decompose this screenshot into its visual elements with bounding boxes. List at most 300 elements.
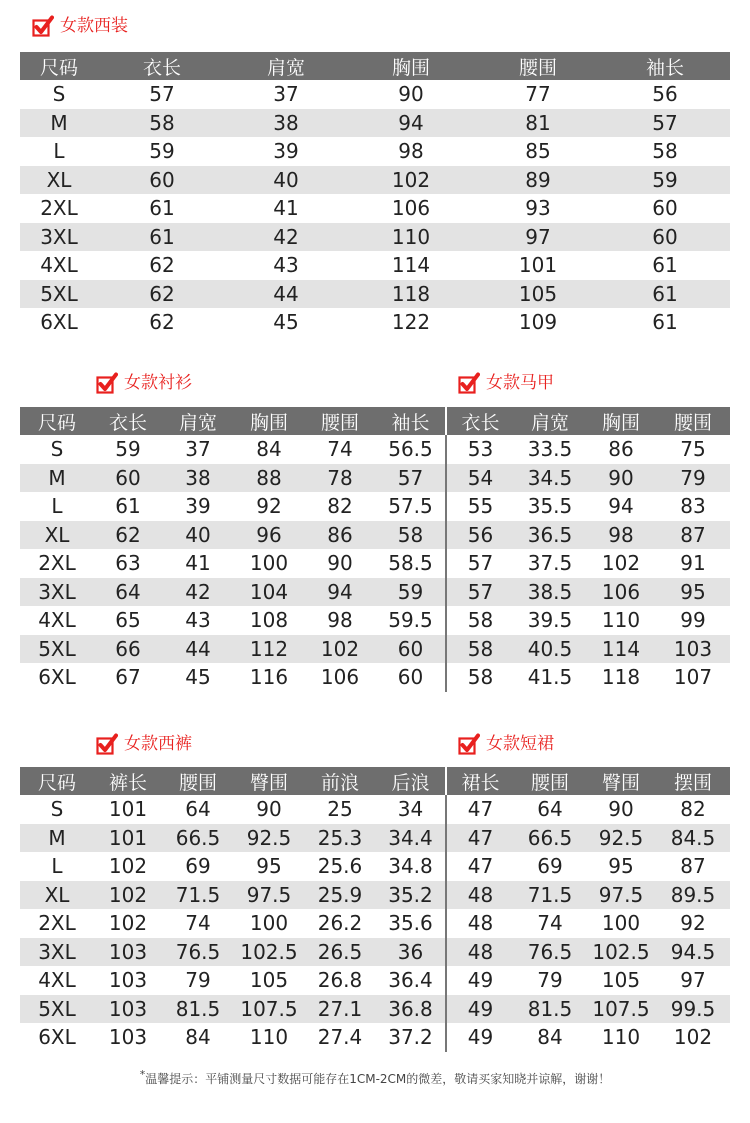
table-cell: 81 [476,109,600,138]
measurement-note [0,1068,750,1087]
table-cell: 2XL [40,196,78,221]
table-cell: 45 [185,665,211,690]
table-cell: 95 [656,578,730,607]
column-header: 腰围 [514,767,586,795]
table-cell: 103 [94,938,162,967]
table-cell: 25.6 [317,854,363,879]
table-cell: 57 [446,549,514,578]
column-header: 尺码 [20,407,94,435]
table-cell: 102 [108,854,148,879]
table-cell: 26.8 [317,968,363,993]
table-cell: 59.5 [388,608,433,633]
table-cell: 58 [446,635,514,664]
table-cell: 94 [346,109,476,138]
table-cell: 86 [304,521,376,550]
table-cell: 65 [115,608,141,633]
table-cell: 84 [185,1025,211,1050]
table-cell: 3XL [20,578,94,607]
table-cell: 57 [149,82,175,107]
table-cell: 39 [185,494,211,519]
table-row [20,80,730,109]
table-cell: 41.5 [527,665,573,690]
table-cell: 62 [149,310,175,335]
section-title-skirt [458,731,554,757]
table-cell: 90 [398,82,424,107]
table-cell: 86 [608,437,634,462]
table-cell: 34 [397,797,424,822]
column-header: 摆围 [656,767,730,795]
table-cell: 110 [346,223,476,252]
table-cell: 3XL [20,938,94,967]
table-cell: 76.5 [514,938,586,967]
table-row [20,549,730,578]
table-cell: 37 [273,82,299,107]
section-title-vest [458,370,554,396]
table-cell: 69 [185,854,211,879]
table-cell: 79 [656,464,730,493]
table-cell: 100 [249,911,289,936]
table-row [20,824,730,853]
table-cell: 63 [115,551,141,576]
table-cell: 34.5 [514,464,586,493]
table-cell: M [20,824,94,853]
table-cell: 93 [525,196,551,221]
table-cell: 2XL [38,911,76,936]
table-cell: 33.5 [527,437,573,462]
table-cell: 37.2 [388,1025,433,1050]
table-cell: 79 [185,968,211,993]
section-title-shirt [96,370,192,396]
table-cell: 84 [256,437,282,462]
column-header: 尺码 [20,767,94,795]
table-cell: 48 [446,909,514,938]
table-cell: 105 [601,968,641,993]
table-cell: 81.5 [514,995,586,1024]
table-cell: 35.5 [527,494,573,519]
table-cell: 102 [304,635,376,664]
table-cell: 49 [446,966,514,995]
table-cell: 85 [525,139,551,164]
table-header-row [20,767,730,795]
checkbox-checked-icon [96,733,118,755]
table-cell: 89.5 [656,881,730,910]
table-cell: 95 [608,854,634,879]
table-cell: 44 [226,280,346,309]
column-header: 衣长 [94,407,162,435]
table-cell: 101 [108,797,148,822]
table-row [20,435,730,464]
table-cell: 62 [149,253,175,278]
table-cell: 110 [601,608,641,633]
table-cell: 40 [226,166,346,195]
table-cell: 6XL [38,1025,76,1050]
table-cell: 92 [256,494,282,519]
table-cell: 38.5 [514,578,586,607]
section-title-suit [32,13,128,39]
column-header: 肩宽 [162,407,234,435]
table-cell: 49 [446,995,514,1024]
table-cell: 40.5 [514,635,586,664]
table-cell: 107.5 [234,995,304,1024]
checkbox-checked-icon [96,372,118,394]
table-cell: 60 [652,196,678,221]
table-cell: 92 [680,911,706,936]
note-asterisk: * [139,1068,146,1081]
table-cell: 44 [162,635,234,664]
table-cell: 42 [162,578,234,607]
table-cell: L [53,139,65,164]
table-cell: 40 [162,521,234,550]
table-cell: 122 [391,310,431,335]
table-cell: 102 [94,881,162,910]
table-cell: 107.5 [586,995,656,1024]
table-cell: 79 [537,968,563,993]
column-header: 胸围 [346,52,476,80]
table-cell: 105 [476,280,600,309]
table-cell: 45 [273,310,299,335]
table-cell: 36.4 [388,968,433,993]
table-cell: 48 [446,881,514,910]
column-header: 肩宽 [514,407,586,435]
table-cell: 84.5 [656,824,730,853]
table-cell: 71.5 [514,881,586,910]
table-cell: 58 [652,139,678,164]
table-cell: 101 [518,253,558,278]
table-cell: 78 [304,464,376,493]
table-cell: 56 [652,82,678,107]
table-cell: 118 [601,665,641,690]
table-cell: 116 [249,665,289,690]
table-cell: 26.2 [317,911,363,936]
column-header: 腰围 [656,407,730,435]
table-cell: 100 [249,551,289,576]
table-row [20,492,730,521]
table-cell: 102.5 [586,938,656,967]
table-cell: 38 [162,464,234,493]
table-cell: 37.5 [527,551,573,576]
table-row [20,881,730,910]
table-cell: 64 [94,578,162,607]
table-row [20,663,730,692]
table-cell: 99.5 [656,995,730,1024]
column-header: 胸围 [234,407,304,435]
table-cell: S [50,437,64,462]
table-cell: 48 [446,938,514,967]
shirt-vest-size-table [20,407,730,692]
table-cell: 110 [249,1025,289,1050]
column-header: 袖长 [376,407,446,435]
section-title-label: 女款衬衫 [124,373,192,393]
table-row [20,852,730,881]
table-cell: 88 [234,464,304,493]
checkbox-checked-icon [458,733,480,755]
table-cell: 100 [601,911,641,936]
column-header: 后浪 [376,767,446,795]
table-cell: 42 [226,223,346,252]
table-cell: 41 [273,196,299,221]
table-cell: 27.4 [317,1025,363,1050]
table-cell: 39.5 [527,608,573,633]
table-cell: 60 [376,635,446,664]
table-cell: 89 [476,166,600,195]
checkbox-checked-icon [458,372,480,394]
table-cell: 59 [376,578,446,607]
column-header: 肩宽 [226,52,346,80]
table-row [20,795,730,824]
table-row [20,909,730,938]
table-header-row [20,407,730,435]
table-cell: 105 [249,968,289,993]
table-cell: 92.5 [586,824,656,853]
table-cell: 56.5 [388,437,433,462]
table-cell: 60 [94,464,162,493]
table-cell: 4XL [38,608,76,633]
table-cell: 95 [256,854,282,879]
table-cell: 90 [608,797,634,822]
table-cell: 103 [656,635,730,664]
table-row [20,109,730,138]
checkbox-checked-icon [32,15,54,37]
table-cell: 34.8 [388,854,433,879]
table-cell: 47 [446,795,514,824]
table-cell: 6XL [40,310,78,335]
column-header: 尺码 [20,52,98,80]
table-cell: M [20,109,98,138]
table-cell: 61 [149,196,175,221]
table-cell: 92.5 [234,824,304,853]
table-row [20,1023,730,1052]
table-row [20,308,730,337]
table-header-row [20,52,730,80]
table-row [20,606,730,635]
table-row [20,464,730,493]
table-cell: 38 [226,109,346,138]
table-cell: 96 [234,521,304,550]
table-cell: 87 [680,854,706,879]
table-cell: 83 [680,494,706,519]
table-cell: 98 [398,139,424,164]
table-cell: 102 [601,551,641,576]
table-cell: 114 [586,635,656,664]
section-title-label: 女款短裙 [486,734,554,754]
table-cell: 91 [680,551,706,576]
table-cell: 58 [98,109,226,138]
table-cell: 61 [652,253,678,278]
table-cell: 57.5 [388,494,433,519]
table-cell: 4XL [38,968,76,993]
table-cell: 71.5 [162,881,234,910]
table-row [20,280,730,309]
table-row [20,251,730,280]
table-cell: 25.9 [304,881,376,910]
table-cell: 60 [98,166,226,195]
table-cell: 47 [446,852,514,881]
table-cell: 87 [656,521,730,550]
table-cell: 2XL [38,551,76,576]
table-cell: 36 [376,938,446,967]
table-cell: 59 [149,139,175,164]
table-cell: 74 [537,911,563,936]
table-cell: 98 [327,608,353,633]
table-cell: 99 [680,608,706,633]
trousers-skirt-size-table [20,767,730,1052]
note-text: 温馨提示：平铺测量尺寸数据可能存在1CM-2CM的微差，敬请买家知晓并谅解，谢谢！ [145,1072,611,1086]
table-cell: 43 [185,608,211,633]
column-header: 腰围 [476,52,600,80]
table-cell: 58 [376,521,446,550]
table-row [20,223,730,252]
column-header: 裙长 [446,767,514,795]
table-cell: 101 [94,824,162,853]
table-cell: 3XL [20,223,98,252]
table-cell: 114 [391,253,431,278]
table-row [20,578,730,607]
table-cell: 108 [249,608,289,633]
table-cell: 47 [446,824,514,853]
table-cell: 5XL [20,635,94,664]
column-header: 袖长 [600,52,730,80]
column-header: 臀围 [586,767,656,795]
table-cell: 74 [327,437,353,462]
table-cell: 97 [680,968,706,993]
table-cell: 35.2 [376,881,446,910]
table-row [20,995,730,1024]
section-title-trousers [96,731,192,757]
table-row [20,966,730,995]
table-cell: 5XL [20,995,94,1024]
table-cell: 60 [397,665,424,690]
table-cell: 109 [518,310,558,335]
table-cell: 57 [600,109,730,138]
table-cell: 37 [185,437,211,462]
table-cell: 64 [185,797,211,822]
column-header: 臀围 [234,767,304,795]
table-cell: 94.5 [656,938,730,967]
table-cell: 58.5 [388,551,433,576]
table-cell: 102 [673,1025,713,1050]
table-cell: XL [20,166,98,195]
table-cell: 102.5 [234,938,304,967]
table-cell: 103 [108,1025,148,1050]
table-cell: S [52,82,66,107]
table-cell: 5XL [20,280,98,309]
table-row [20,521,730,550]
table-cell: 66.5 [162,824,234,853]
table-cell: 26.5 [304,938,376,967]
table-cell: 57 [376,464,446,493]
table-cell: 97.5 [234,881,304,910]
table-cell: 41 [185,551,211,576]
table-cell: S [50,797,64,822]
table-cell: 36.8 [376,995,446,1024]
table-cell: 103 [108,968,148,993]
table-cell: L [51,854,63,879]
table-cell: 61 [652,310,678,335]
column-header: 胸围 [586,407,656,435]
table-cell: 102 [346,166,476,195]
table-cell: 82 [327,494,353,519]
table-cell: 61 [600,280,730,309]
table-cell: 104 [234,578,304,607]
suit-size-table [20,52,730,337]
table-cell: 58 [446,663,514,692]
table-cell: 49 [446,1023,514,1052]
table-cell: 69 [537,854,563,879]
table-row [20,938,730,967]
table-cell: 94 [304,578,376,607]
table-cell: 74 [185,911,211,936]
table-cell: 67 [115,665,141,690]
column-header: 前浪 [304,767,376,795]
table-cell: 118 [346,280,476,309]
table-cell: 82 [680,797,706,822]
table-cell: 6XL [38,665,76,690]
table-cell: 61 [115,494,141,519]
table-cell: 103 [94,995,162,1024]
table-cell: 81.5 [162,995,234,1024]
table-cell: XL [20,881,94,910]
table-cell: 90 [256,797,282,822]
table-cell: 66 [94,635,162,664]
table-cell: 106 [586,578,656,607]
table-cell: 43 [273,253,299,278]
table-cell: 61 [98,223,226,252]
table-cell: 60 [600,223,730,252]
table-cell: 25.3 [304,824,376,853]
table-row [20,166,730,195]
column-header: 腰围 [162,767,234,795]
table-cell: 55 [446,492,514,521]
table-cell: 57 [446,578,514,607]
column-header: 衣长 [98,52,226,80]
table-cell: 53 [446,435,514,464]
table-cell: 90 [586,464,656,493]
table-cell: 77 [525,82,551,107]
table-cell: 97 [476,223,600,252]
table-cell: 39 [273,139,299,164]
table-cell: M [20,464,94,493]
table-cell: 64 [537,797,563,822]
table-cell: 66.5 [514,824,586,853]
table-row [20,194,730,223]
table-cell: 27.1 [304,995,376,1024]
table-cell: 112 [234,635,304,664]
table-cell: 35.6 [388,911,433,936]
table-cell: 25 [327,797,353,822]
section-title-label: 女款西裤 [124,734,192,754]
table-cell: 106 [320,665,360,690]
table-cell: 102 [108,911,148,936]
section-title-label: 女款西装 [60,16,128,36]
table-cell: 4XL [40,253,78,278]
table-cell: 62 [98,280,226,309]
table-cell: 34.4 [376,824,446,853]
table-cell: 97.5 [586,881,656,910]
table-cell: L [51,494,63,519]
table-row [20,137,730,166]
table-cell: 59 [115,437,141,462]
table-cell: 94 [608,494,634,519]
table-cell: 110 [601,1025,641,1050]
table-cell: 58 [446,606,514,635]
table-cell: 107 [673,665,713,690]
table-cell: 98 [586,521,656,550]
table-cell: 54 [446,464,514,493]
table-row [20,635,730,664]
table-cell: 75 [680,437,706,462]
table-cell: 84 [537,1025,563,1050]
table-cell: 36.5 [514,521,586,550]
